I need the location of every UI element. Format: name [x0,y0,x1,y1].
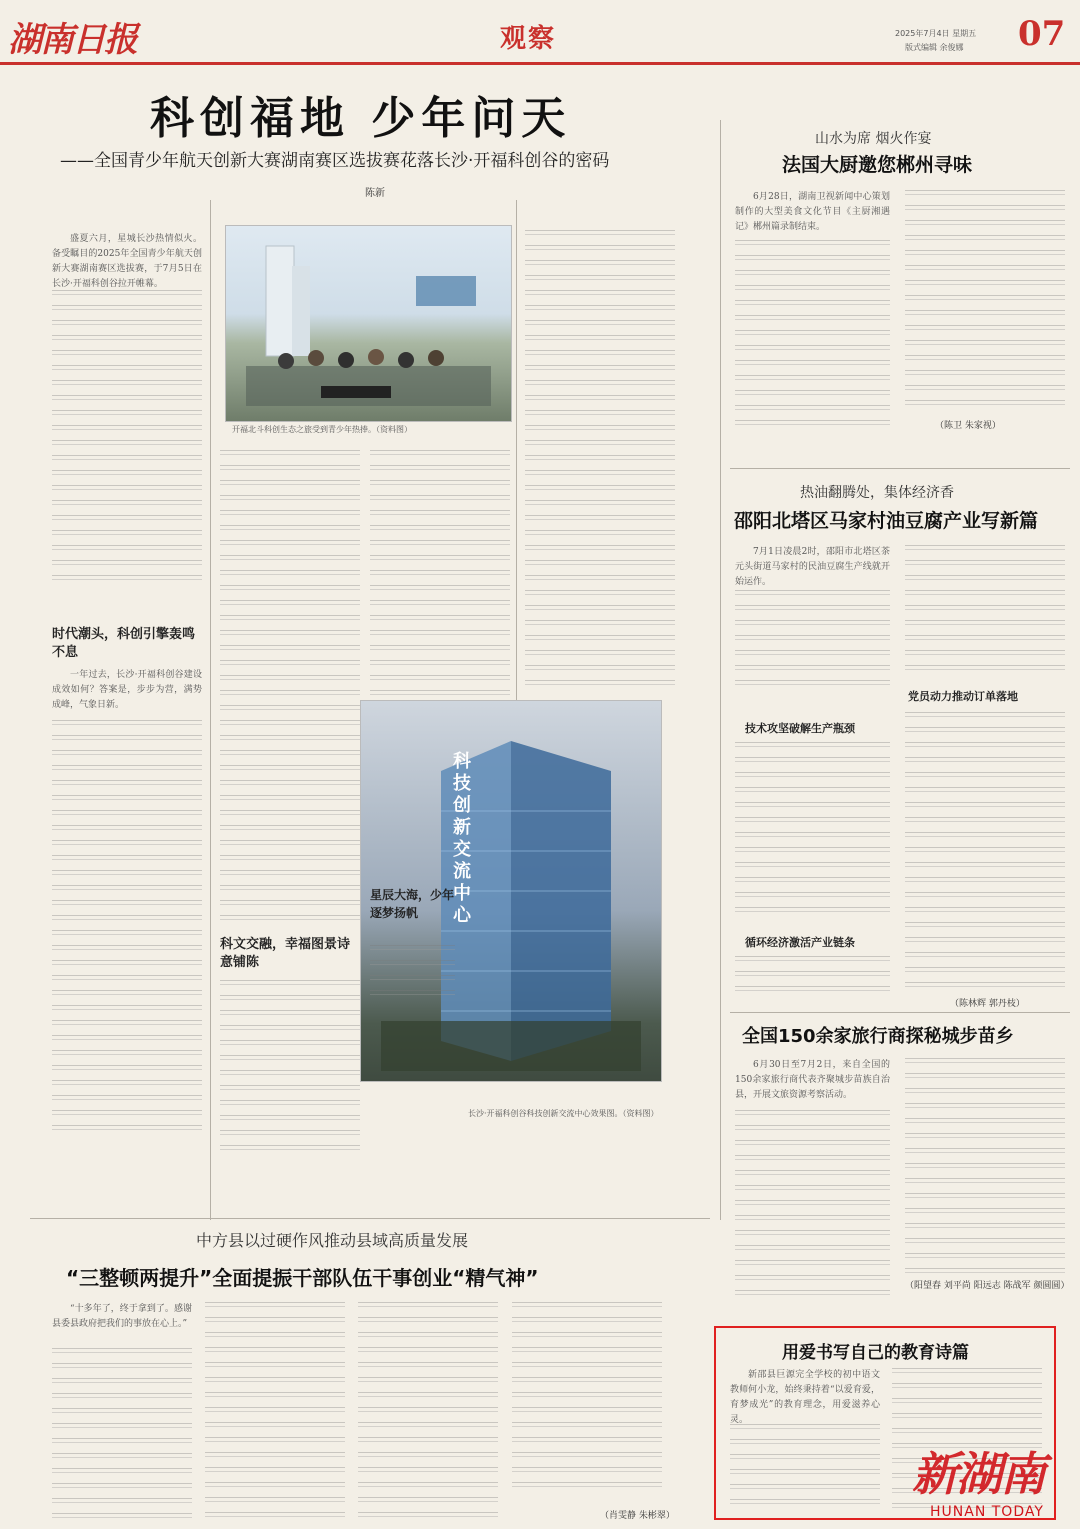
building-caption: 长沙·开福科创谷科技创新交流中心效果图。（资料图） [468,1109,659,1118]
zhongfang-byline: （肖雯静 朱彬翠） [600,1511,675,1521]
section-culture-lines [220,980,360,1150]
section-divider [730,468,1070,469]
section-title: 观察 [500,24,557,54]
chenzhou-intro: 6月28日，湖南卫视新闻中心策划制作的大型美食文化节目《主厨湘遇记》郴州篇录制结束。 [735,192,890,232]
travel-intro: 6月30日至7月2日，来自全国的150余家旅行商代表齐聚城步苗族自治县，开展文旅资源考察活动。 [735,1060,890,1100]
shaoyang-sub-party: 党员动力推动订单落地 [908,690,1018,703]
travel-title: 全国150余家旅行商探秘城步苗乡 [742,1026,1014,1047]
main-subtitle: ——全国青少年航天创新大赛湖南赛区选拔赛花落长沙·开福科创谷的密码 [60,151,610,171]
education-intro: 新邵县巨源完全学校的初中语文教师何小龙，始终秉持着“以爱育爱，育梦成光”的教育理念，用爱滋养心灵。 [730,1370,880,1425]
zhongfang-lines-3 [358,1302,498,1520]
zhongfang-lines-2 [205,1302,345,1520]
main-lead: 盛夏六月，星城长沙热情似火。备受瞩目的2025年全国青少年航天创新大赛湖南赛区选拔赛，于7月5日在长沙·开福科创谷拉开帷幕。 [52,234,202,289]
travel-lines-1 [735,1110,890,1295]
watermark-sub: HUNAN TODAY [930,1504,1044,1520]
event-photo[interactable] [225,225,512,422]
issue-date: 2025年7月4日 星期五 [895,29,977,38]
travel-byline: （阳望春 刘平尚 阳远志 陈战军 颜圆圆） [905,1281,1070,1291]
watermark-logo: 新湖南 [912,1447,1044,1501]
section-divider [30,1218,710,1219]
shaoyang-sub-technique: 技术攻坚破解生产瓶颈 [745,722,855,735]
page-editors: 版式编辑 余俊娜 [905,43,964,52]
event-photo-art [226,226,511,421]
zhongfang-lines-1 [52,1348,192,1518]
column-divider [210,200,211,1220]
shaoyang-title: 邵阳北塔区马家村油豆腐产业写新篇 [734,510,1039,532]
education-lines-1 [730,1424,880,1512]
section-heading-era: 时代潮头，科创引擎轰鸣不息 [52,627,196,660]
shaoyang-lines-2 [735,742,890,922]
shaoyang-lines-4 [905,545,1065,680]
page-number: 07 [1018,14,1066,54]
main-author: 陈新 [365,188,385,199]
shaoyang-intro: 7月1日凌晨2时，邵阳市北塔区茶元头街道马家村的民油豆腐生产线就开始运作。 [735,547,890,587]
education-title: 用爱书写自己的教育诗篇 [782,1343,969,1363]
chenzhou-byline: （陈卫 朱家视） [935,421,1001,431]
zhongfang-lines-4 [512,1302,662,1492]
masthead-rule [0,62,1080,65]
section-divider [730,1012,1070,1013]
shaoyang-lines-1 [735,590,890,690]
section-stars-lines [370,945,455,1005]
shaoyang-kicker: 热油翻腾处，集体经济香 [800,485,954,501]
travel-lines-2 [905,1058,1065,1273]
shaoyang-lines-5 [905,712,1065,992]
column-divider [720,120,721,1220]
shaoyang-sub-cycle: 循环经济激活产业链条 [745,936,855,949]
shaoyang-lines-3 [735,956,890,996]
section-heading-culture: 科文交融，幸福图景诗意铺陈 [220,937,351,970]
building-sign: 科技创新交流中心 [453,751,471,926]
newspaper-logo[interactable]: 湖南日报 [8,20,136,60]
section-era-lines [52,720,202,1140]
lead-text-lines [52,290,202,590]
zhongfang-intro: “十多年了，终于拿到了。感谢县委县政府把我们的事放在心上。” [52,1304,192,1329]
main-col3-lines [525,230,675,690]
section-heading-stars: 星辰大海，少年逐梦扬帆 [370,888,455,920]
main-col1-lines [220,450,360,930]
zhongfang-kicker: 中方县以过硬作风推动县域高质量发展 [196,1231,469,1250]
chenzhou-kicker: 山水为席 烟火作宴 [815,131,932,147]
shaoyang-byline: （陈林辉 郭丹枝） [950,999,1025,1009]
section-era-intro: 一年过去，长沙·开福科创谷建设成效如何？答案是，步步为营，满势成峰，气象日新。 [52,670,202,710]
zhongfang-title: “三整顿两提升”全面提振干部队伍干事创业“精气神” [66,1266,539,1290]
chenzhou-title: 法国大厨邀您郴州寻味 [782,154,973,176]
chenzhou-lines-1 [735,240,890,430]
chenzhou-lines-2 [905,190,1065,415]
event-photo-caption: 开福北斗科创生态之旅受到青少年热捧。（资料图） [232,425,412,434]
main-title: 科创福地 少年问天 [150,93,572,144]
